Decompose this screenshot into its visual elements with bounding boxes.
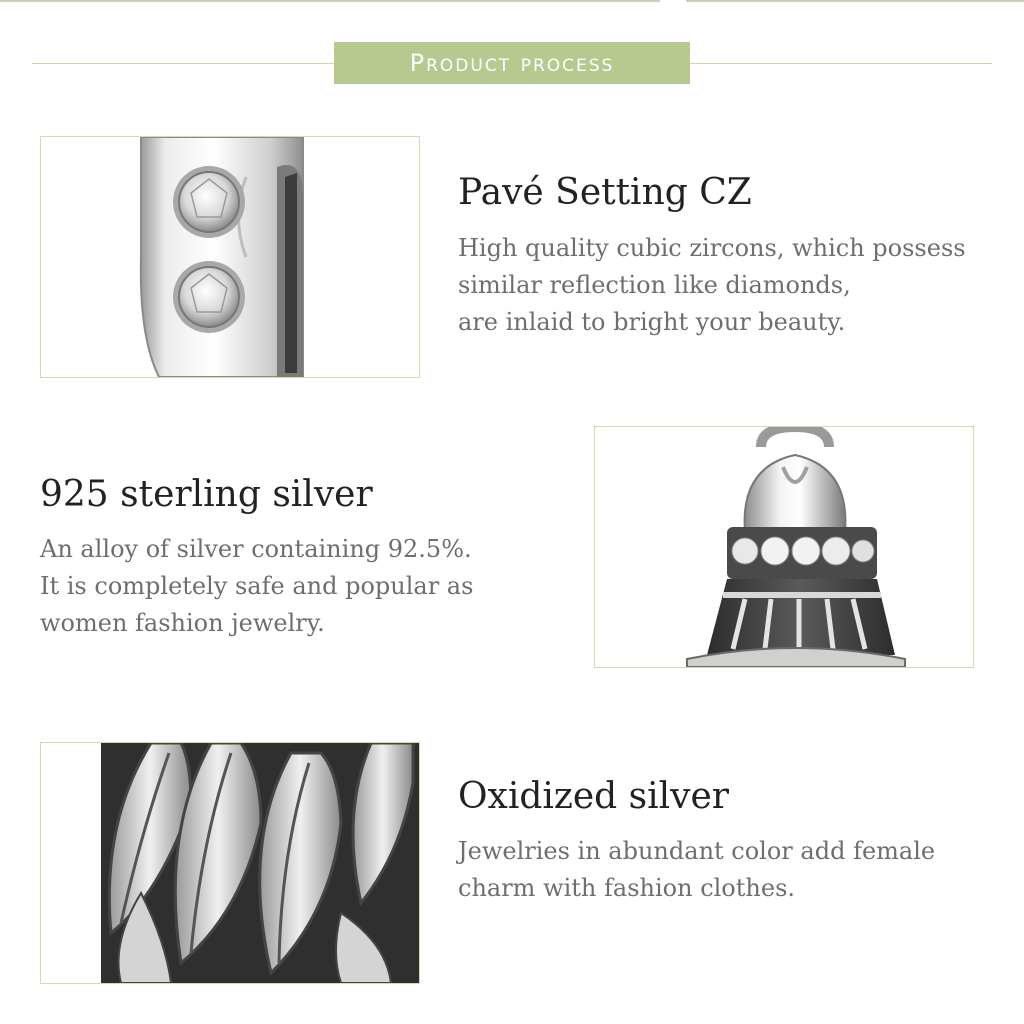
description-line: High quality cubic zircons, which possess bbox=[458, 234, 966, 262]
section-title-pave: Pavé Setting CZ bbox=[458, 172, 752, 213]
ring-with-zircons-icon bbox=[41, 137, 419, 377]
ring-photo bbox=[40, 136, 420, 378]
description-line: charm with fashion clothes. bbox=[458, 874, 796, 902]
bell-charm-photo bbox=[594, 426, 974, 668]
section-description-sterling bbox=[40, 531, 473, 642]
section-description-pave bbox=[458, 230, 966, 341]
section-description-oxidized bbox=[458, 833, 935, 907]
description-line: It is completely safe and popular as bbox=[40, 572, 474, 600]
header-rule-left bbox=[32, 63, 334, 64]
description-line: are inlaid to bright your beauty. bbox=[458, 308, 846, 336]
oxidized-leaf-photo bbox=[40, 742, 420, 984]
description-line: women fashion jewelry. bbox=[40, 609, 325, 637]
description-line: An alloy of silver containing 92.5%. bbox=[40, 535, 472, 563]
section-header-label: Product process bbox=[409, 49, 615, 77]
silver-bell-charm-icon bbox=[595, 427, 973, 667]
description-line: Jewelries in abundant color add female bbox=[458, 837, 936, 865]
header-rule-right bbox=[690, 63, 992, 64]
top-divider-right bbox=[686, 0, 1024, 2]
section-header-badge bbox=[334, 42, 690, 84]
section-title-sterling: 925 sterling silver bbox=[40, 474, 373, 515]
description-line: similar reflection like diamonds, bbox=[458, 271, 851, 299]
section-title-oxidized: Oxidized silver bbox=[458, 776, 730, 817]
top-divider-left bbox=[0, 0, 660, 2]
oxidized-leaf-skirt-icon bbox=[41, 743, 419, 983]
